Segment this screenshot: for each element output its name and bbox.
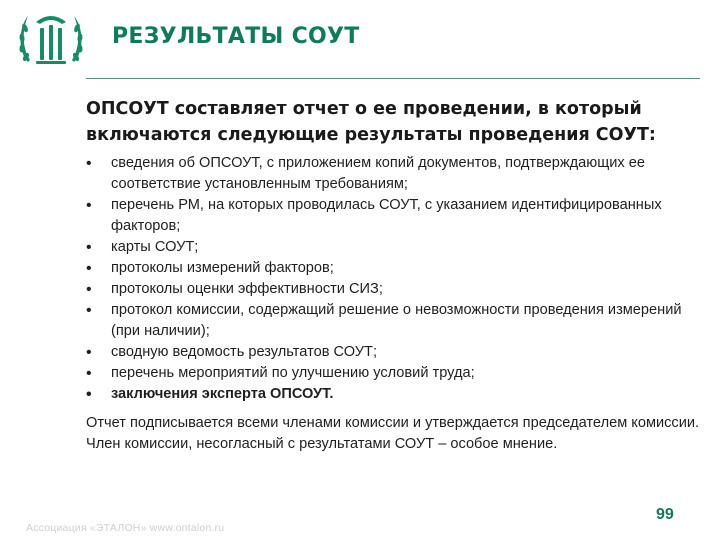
list-item: • заключения эксперта ОПСОУТ.	[86, 384, 698, 405]
footer-text: Ассоциация «ЭТАЛОН» www.ontalon.ru	[26, 522, 225, 534]
page-number: 99	[656, 506, 674, 523]
wreath-columns-emblem-icon	[16, 8, 86, 74]
title-divider	[86, 78, 700, 79]
list-item: • сводную ведомость результатов СОУТ;	[86, 342, 698, 363]
closing-paragraph: Отчет подписывается всеми членами комиссии и утверждается председателем комиссии. Член комиссии, несогласный с результатами СОУТ – особое мнение.	[86, 415, 700, 452]
list-item: • сведения об ОПСОУТ, с приложением копий документов, подтверждающих ее соответствие установленным требованиям;	[86, 153, 698, 195]
organization-logo	[16, 8, 86, 74]
results-list	[86, 153, 698, 405]
list-item: • перечень РМ, на которых проводилась СОУТ, с указанием идентифицированных факторов;	[86, 195, 698, 237]
list-item: • протокол комиссии, содержащий решение о невозможности проведения измерений (при наличии);	[86, 300, 698, 342]
list-item: • перечень мероприятий по улучшению условий труда;	[86, 363, 698, 384]
slide-title: РЕЗУЛЬТАТЫ СОУТ	[112, 24, 360, 49]
list-item: • протоколы оценки эффективности СИЗ;	[86, 279, 698, 300]
intro-paragraph: ОПСОУТ составляет отчет о ее проведении, в который включаются следующие результаты проведения СОУТ:	[86, 99, 656, 145]
list-item: • карты СОУТ;	[86, 237, 698, 258]
list-item: • протоколы измерений факторов;	[86, 258, 698, 279]
